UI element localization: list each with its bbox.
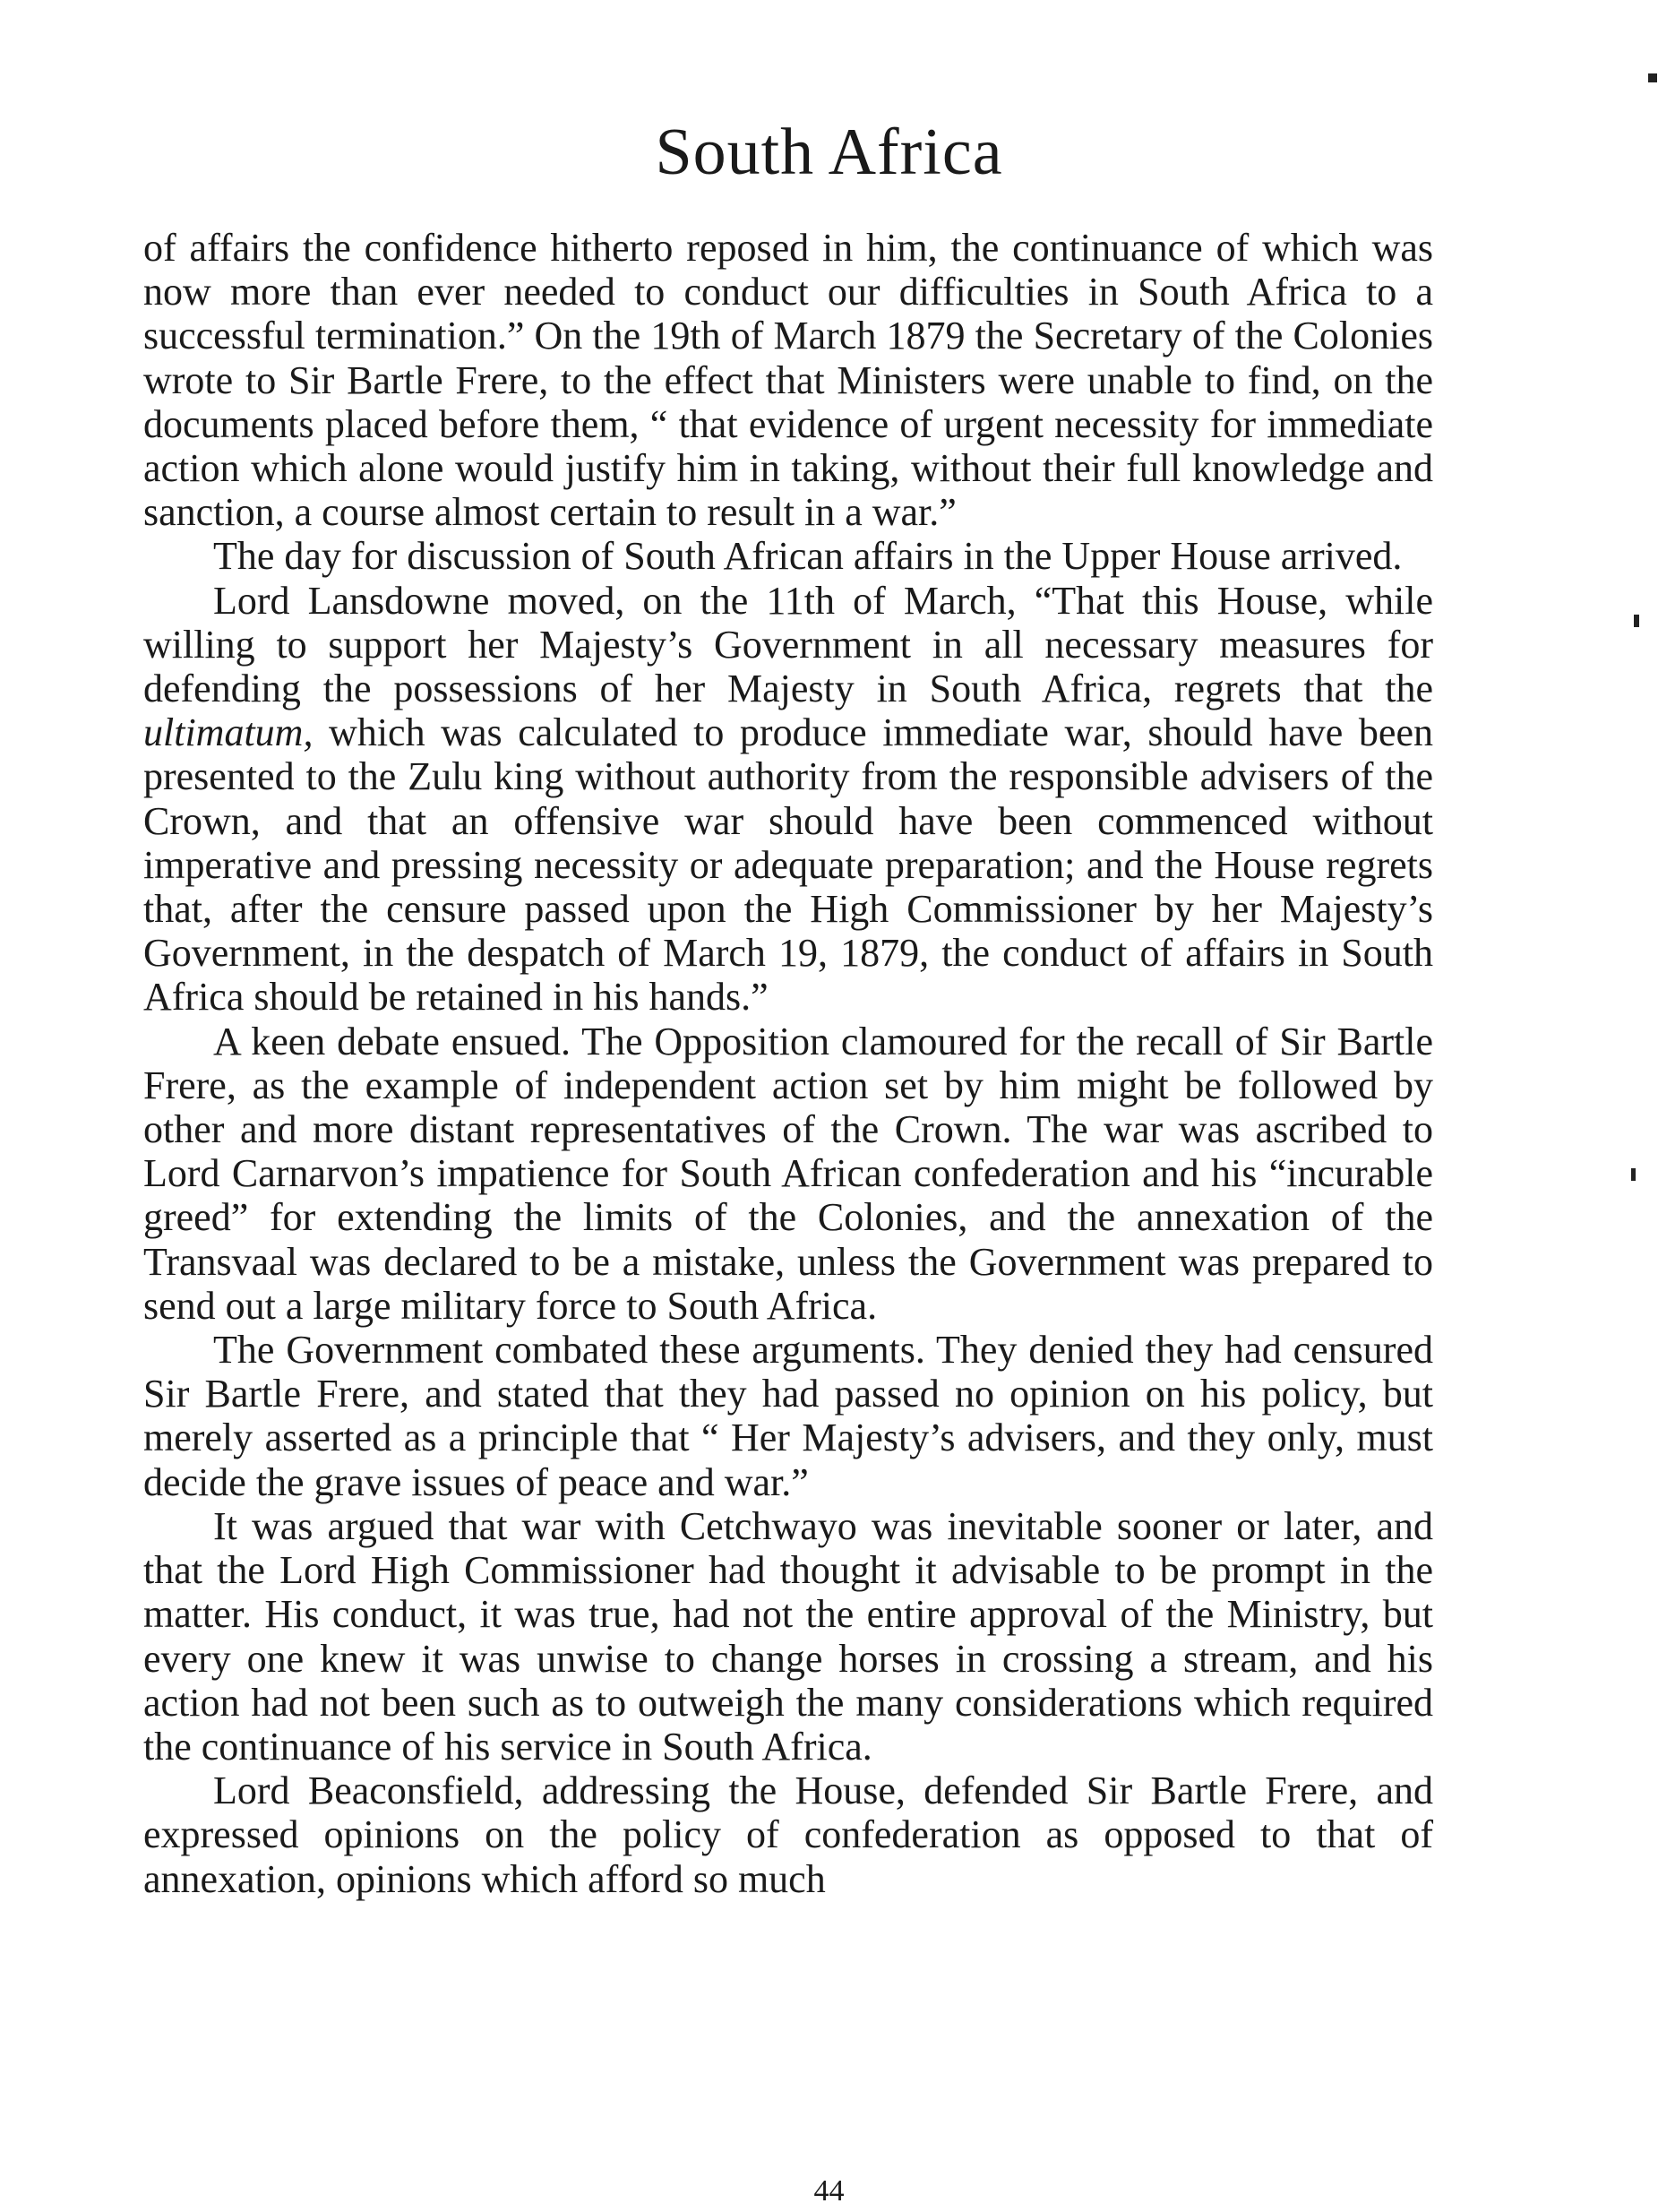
paragraph: of affairs the confidence hitherto reposed in him, the continuance of which was now more than ever needed to conduct our difficulties in South Africa to a successful termination.” On the 19th of March 1879 the Secretary of the Colonies wrote to Sir Bartle Frere, to the effect that Ministers were unable to find, on the documents placed before them, “ that evidence of urgent necessity for immediate action which alone would justify him in taking, without their full knowledge and sanction, a course almost certain to result in a war.” — [143, 226, 1433, 535]
page-number: 44 — [813, 2174, 845, 2208]
paragraph: It was argued that war with Cetchwayo was inevitable sooner or later, and that the Lord High Commissioner had thought it advisable to be prompt in the matter. His conduct, it was true, had not the entire approval of the Ministry, but every one knew it was unwise to change horses in crossing a stream, and his action had not been such as to outweigh the many considerations which required the continuance of his service in South Africa. — [143, 1503, 1433, 1769]
paragraph: Lord Beaconsfield, addressing the House, defended Sir Bartle Frere, and expressed opinions on the policy of confederation as opposed to that of annexation, opinions which afford so much — [143, 1769, 1433, 1901]
paragraph: A keen debate ensued. The Opposition clamoured for the recall of Sir Bartle Frere, as the example of independent action set by him might be followed by other and more distant representatives of the Crown. The war was ascribed to Lord Carnarvon’s impatience for South African confederation and his “incurable greed” for extending the limits of the Colonies, and the annexation of the Transvaal was declared to be a mistake, unless the Government was prepared to send out a large military force to South Africa. — [143, 1019, 1433, 1328]
body-text — [143, 226, 1433, 1901]
page-title: South Africa — [655, 116, 1003, 189]
italic-term: ultimatum, — [143, 710, 314, 755]
paragraph-text: which was calculated to produce immediate war, should have been presented to the Zulu king without authority from the responsible advisers of the Crown, and that an offensive war should have been commenced without imperative and pressing necessity or adequate preparation; and the House regrets that, after the censure passed upon the High Commissioner by her Majesty’s Government, in the despatch of March 19, 1879, the conduct of affairs in South Africa should be retained in his hands.” — [143, 710, 1433, 1020]
margin-mark — [1634, 615, 1639, 627]
paragraph-text: Lord Lansdowne moved, on the 11th of March, “That this House, while willing to support her Majesty’s Government in all necessary measures for defending the possessions of her Majesty in South Africa, regrets that the — [143, 578, 1433, 711]
margin-mark — [1631, 1168, 1636, 1181]
margin-mark — [1648, 73, 1657, 82]
paragraph — [143, 579, 1433, 1020]
paragraph: The Government combated these arguments. They denied they had censured Sir Bartle Frere, and stated that they had passed no opinion on his policy, but merely asserted as a principle that “ Her Majesty’s advisers, and they only, must decide the grave issues of peace and war.” — [143, 1328, 1433, 1504]
paragraph: The day for discussion of South African affairs in the Upper House arrived. — [213, 534, 1403, 579]
